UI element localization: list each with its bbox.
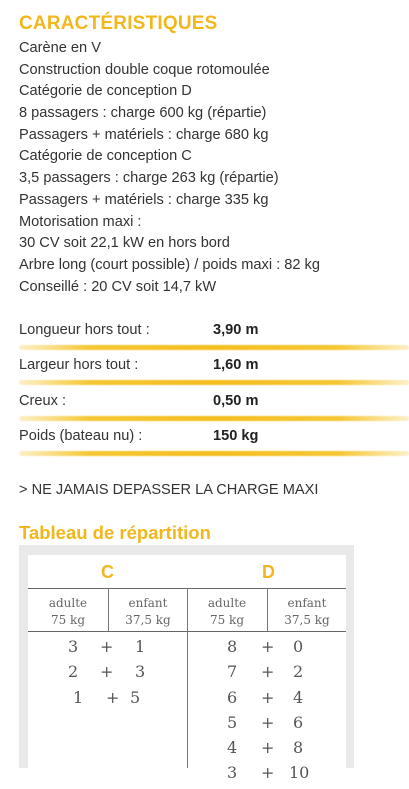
characteristic-line: Passagers + matériels : charge 680 kg [19,126,269,143]
spec-label: Longueur hors tout : [19,322,150,338]
characteristic-line: Catégorie de conception D [19,83,192,100]
characteristics-title: CARACTÉRISTIQUES [19,13,218,34]
combo-row [187,688,346,713]
child-weight: 37,5 kg [125,613,171,627]
characteristic-line: Motorisation maxi : [19,213,142,230]
combo-children: 3 [135,662,146,682]
characteristic-line: Construction double coque rotomoulée [19,61,270,78]
spec-value: 0,50 m [213,392,259,409]
characteristic-line: 3,5 passagers : charge 263 kg (répartie) [19,170,279,187]
spec-label: Poids (bateau nu) : [19,427,143,444]
combo-children: 1 [135,637,146,656]
combo-row [28,637,187,662]
combos-d [187,637,346,789]
combo-children: 4 [293,687,304,707]
combo-adults: 2 [68,662,79,682]
spec-divider [19,451,409,456]
combo-row [187,713,346,738]
repartition-table [28,555,346,783]
characteristic-line: Carène en V [19,40,101,56]
combo-adults: 6 [227,687,238,707]
combo-children: 0 [293,637,304,656]
spec-value: 3,90 m [213,322,259,338]
child-label: enfant [287,596,327,610]
combo-plus: + [261,687,275,707]
adult-label: adulte [48,596,88,610]
combos-c [28,637,187,713]
spec-row-depth [19,389,409,424]
spec-row-weight [19,424,409,459]
characteristic-line: Arbre long (court possible) / poids maxi : 82 kg [19,256,320,273]
characteristic-line: 30 CV soit 22,1 kW en hors bord [19,235,230,252]
combo-row [187,738,346,763]
spec-value: 150 kg [213,427,259,444]
subhead-c-adult [28,595,108,629]
subhead-d-adult [187,595,267,629]
combo-plus: + [100,637,114,656]
characteristics-list [19,38,320,298]
combo-row [28,662,187,687]
characteristic-line: 8 passagers : charge 600 kg (répartie) [19,105,267,122]
combo-adults: 5 [227,712,238,732]
spec-divider [19,380,409,385]
category-d-heading: D [262,562,275,582]
combo-plus: + [261,637,275,656]
specs-table [19,318,409,459]
adult-weight: 75 kg [50,613,86,627]
combo-plus: + [261,712,275,732]
spec-value: 1,60 m [213,357,259,374]
repartition-title: Tableau de répartition [19,522,211,543]
spec-divider [19,416,409,421]
combo-plus: + [100,662,114,682]
combo-plus: + [106,687,120,707]
spec-divider [19,345,409,350]
combo-children: 2 [293,662,304,682]
combo-adults: 1 [73,687,84,707]
max-load-warning: > NE JAMAIS DEPASSER LA CHARGE MAXI [19,482,319,498]
spec-label: Largeur hors tout : [19,357,139,374]
combo-adults: 3 [227,763,238,783]
combo-plus: + [261,662,275,682]
combo-children: 10 [289,763,310,783]
combo-adults: 7 [227,662,238,682]
adult-label: adulte [207,596,247,610]
combo-adults: 4 [227,738,238,758]
child-weight: 37,5 kg [284,613,330,627]
spec-row-length [19,318,409,353]
combo-children: 6 [293,712,304,732]
combo-adults: 8 [227,637,238,656]
subhead-c-child [108,595,188,629]
combo-row [187,637,346,662]
child-label: enfant [128,596,168,610]
combo-row [187,662,346,687]
combo-row [28,688,187,713]
combo-plus: + [261,738,275,758]
combo-children: 8 [293,738,304,758]
combo-children: 5 [130,687,141,707]
characteristic-line: Catégorie de conception C [19,148,192,165]
combo-adults: 3 [68,637,79,656]
repartition-table-image [19,545,354,783]
adult-weight: 75 kg [209,613,245,627]
spec-label: Creux : [19,392,67,409]
subhead-d-child [267,595,347,629]
category-c-heading: C [101,562,114,582]
combo-row [187,763,346,788]
spec-row-width [19,353,409,388]
characteristic-line: Conseillé : 20 CV soit 14,7 kW [19,278,217,295]
combo-plus: + [261,763,275,783]
characteristic-line: Passagers + matériels : charge 335 kg [19,191,269,208]
